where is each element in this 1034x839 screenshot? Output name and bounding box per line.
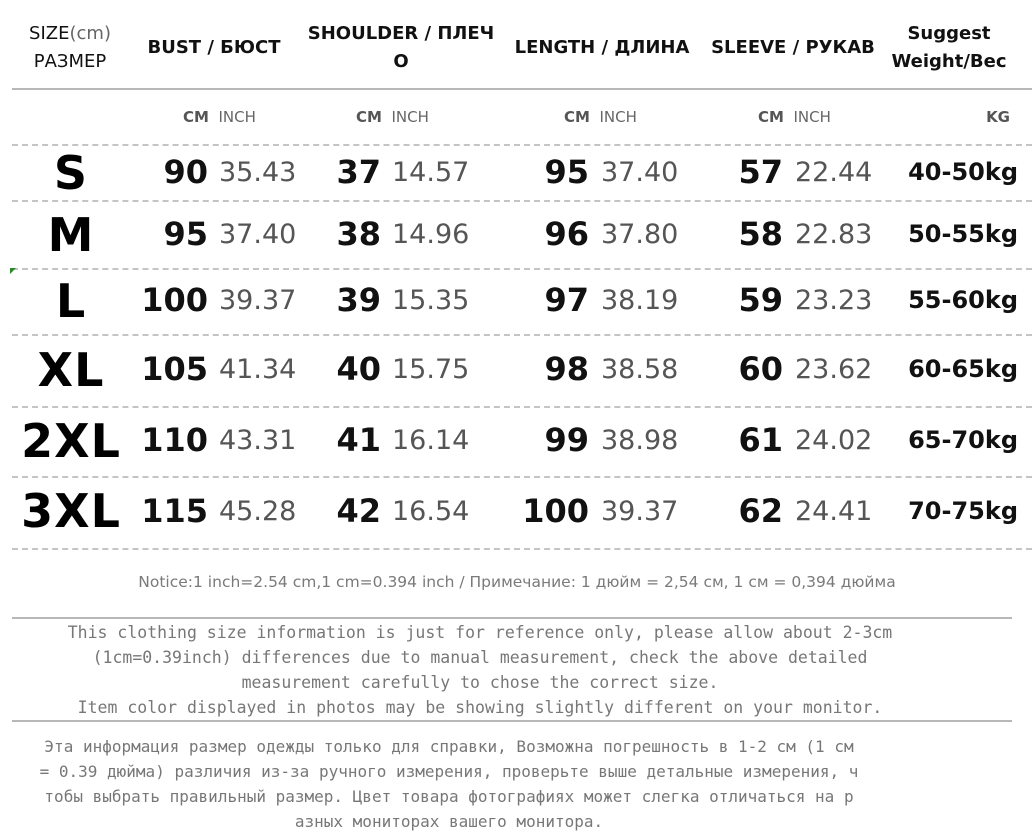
size-cell: 3XL <box>21 484 121 538</box>
size-header-unit: (cm) <box>69 23 111 44</box>
shoulder-header <box>300 20 502 76</box>
sleeve-inch: 22.83 <box>795 219 873 250</box>
sleeve-units <box>758 108 831 126</box>
bust-inch: 41.34 <box>219 354 297 385</box>
length-unit-inch: INCH <box>599 108 637 126</box>
shoulder-header-line2: О <box>393 51 409 72</box>
disclaimer-ru-line: тобы выбрать правильный размер. Цвет товара фотографиях может слегка отличаться на р <box>44 787 854 806</box>
sleeve-cm: 59 <box>738 281 783 319</box>
disclaimer-en-line: Item color displayed in photos may be showing slightly different on your monitor. <box>77 698 883 717</box>
weight-header <box>884 20 1014 76</box>
shoulder-cm: 37 <box>336 153 381 191</box>
table-row <box>0 334 1034 406</box>
sleeve-cm: 57 <box>738 153 783 191</box>
length-units <box>564 108 637 126</box>
bust-cm: 110 <box>141 421 208 459</box>
bust-cm: 115 <box>141 492 208 530</box>
size-cell: L <box>55 274 87 328</box>
weight-header-line2: Weight/Вес <box>891 51 1007 72</box>
disclaimer-ru <box>14 734 884 834</box>
size-cell: M <box>47 208 95 262</box>
bust-inch: 37.40 <box>219 219 297 250</box>
shoulder-units <box>356 108 429 126</box>
bust-cm: 90 <box>163 153 208 191</box>
sleeve-cm: 62 <box>738 492 783 530</box>
table-row <box>0 268 1034 334</box>
sleeve-cm: 60 <box>738 350 783 388</box>
disclaimer-divider <box>12 720 1012 722</box>
weight-cell: 40-50kg <box>908 158 1018 186</box>
length-inch: 37.40 <box>601 157 679 188</box>
bust-unit-cm: CM <box>183 108 209 126</box>
shoulder-inch: 15.75 <box>392 354 470 385</box>
sleeve-inch: 23.23 <box>795 285 873 316</box>
sleeve-inch: 22.44 <box>795 157 873 188</box>
disclaimer-en-line: This clothing size information is just for reference only, please allow about 2-3cm <box>67 623 893 642</box>
sleeve-unit-cm: CM <box>758 108 784 126</box>
shoulder-cm: 38 <box>336 215 381 253</box>
shoulder-unit-inch: INCH <box>391 108 429 126</box>
length-cm: 99 <box>544 421 589 459</box>
length-cm: 95 <box>544 153 589 191</box>
bust-inch: 35.43 <box>219 157 297 188</box>
weight-cell: 55-60kg <box>908 286 1018 314</box>
shoulder-inch: 14.57 <box>392 157 470 188</box>
length-inch: 38.98 <box>601 425 679 456</box>
disclaimer-ru-line: Эта информация размер одежды только для справки, Возможна погрешность в 1-2 см (1 см <box>44 737 854 756</box>
shoulder-cm: 42 <box>336 492 381 530</box>
bust-units <box>183 108 256 126</box>
row-divider <box>12 548 1032 550</box>
weight-unit <box>986 108 1010 126</box>
disclaimer-en <box>30 620 930 720</box>
size-header-label: SIZE <box>29 23 70 44</box>
disclaimer-ru-line: азных мониторах вашего монитора. <box>294 812 604 831</box>
weight-header-line1: Suggest <box>907 23 991 44</box>
bust-inch: 39.37 <box>219 285 297 316</box>
bust-inch: 45.28 <box>219 496 297 527</box>
shoulder-cm: 40 <box>336 350 381 388</box>
table-row <box>0 200 1034 268</box>
sleeve-inch: 23.62 <box>795 354 873 385</box>
sleeve-inch: 24.41 <box>795 496 873 527</box>
shoulder-inch: 15.35 <box>392 285 470 316</box>
shoulder-inch: 16.54 <box>392 496 470 527</box>
table-row <box>0 476 1034 548</box>
shoulder-inch: 14.96 <box>392 219 470 250</box>
length-inch: 37.80 <box>601 219 679 250</box>
length-cm: 98 <box>544 350 589 388</box>
length-header: LENGTH / ДЛИНА <box>514 37 690 58</box>
length-cm: 97 <box>544 281 589 319</box>
conversion-notice: Notice:1 inch=2.54 cm,1 cm=0.394 inch / Примечание: 1 дюйм = 2,54 см, 1 см = 0,394 дюйма <box>138 573 896 591</box>
bust-inch: 43.31 <box>219 425 297 456</box>
size-cell: S <box>53 146 89 200</box>
weight-cell: 65-70kg <box>908 426 1018 454</box>
shoulder-unit-cm: CM <box>356 108 382 126</box>
length-cm: 96 <box>544 215 589 253</box>
length-inch: 39.37 <box>601 496 679 527</box>
bust-cm: 100 <box>141 281 208 319</box>
weight-cell: 50-55kg <box>908 220 1018 248</box>
sleeve-unit-inch: INCH <box>793 108 831 126</box>
size-cell: XL <box>37 343 105 397</box>
shoulder-header-line1: SHOULDER / ПЛЕЧ <box>307 23 495 44</box>
bust-header: BUST / БЮСТ <box>147 37 281 58</box>
header-divider <box>12 88 1032 90</box>
shoulder-cm: 39 <box>336 281 381 319</box>
weight-unit-kg: KG <box>986 108 1010 126</box>
weight-cell: 60-65kg <box>908 355 1018 383</box>
disclaimer-ru-line: = 0.39 дюйма) различия из-за ручного измерения, проверьте выше детальные измерения, ч <box>39 762 859 781</box>
sleeve-header: SLEEVE / РУКАВ <box>711 37 875 58</box>
size-header <box>18 20 122 76</box>
shoulder-inch: 16.14 <box>392 425 470 456</box>
table-row <box>0 406 1034 476</box>
table-row <box>0 144 1034 200</box>
disclaimer-en-line: measurement carefully to chose the correct size. <box>241 673 719 692</box>
sleeve-inch: 24.02 <box>795 425 873 456</box>
sleeve-cm: 58 <box>738 215 783 253</box>
shoulder-cm: 41 <box>336 421 381 459</box>
sleeve-cm: 61 <box>738 421 783 459</box>
notice-divider <box>12 617 1012 619</box>
length-unit-cm: CM <box>564 108 590 126</box>
length-inch: 38.58 <box>601 354 679 385</box>
disclaimer-en-line: (1cm=0.39inch) differences due to manual measurement, check the above detailed <box>92 648 868 667</box>
length-cm: 100 <box>522 492 589 530</box>
bust-cm: 95 <box>163 215 208 253</box>
bust-cm: 105 <box>141 350 208 388</box>
length-inch: 38.19 <box>601 285 679 316</box>
weight-cell: 70-75kg <box>908 497 1018 525</box>
size-header-ru: РАЗМЕР <box>33 51 107 72</box>
size-cell: 2XL <box>21 414 121 468</box>
bust-unit-inch: INCH <box>218 108 256 126</box>
